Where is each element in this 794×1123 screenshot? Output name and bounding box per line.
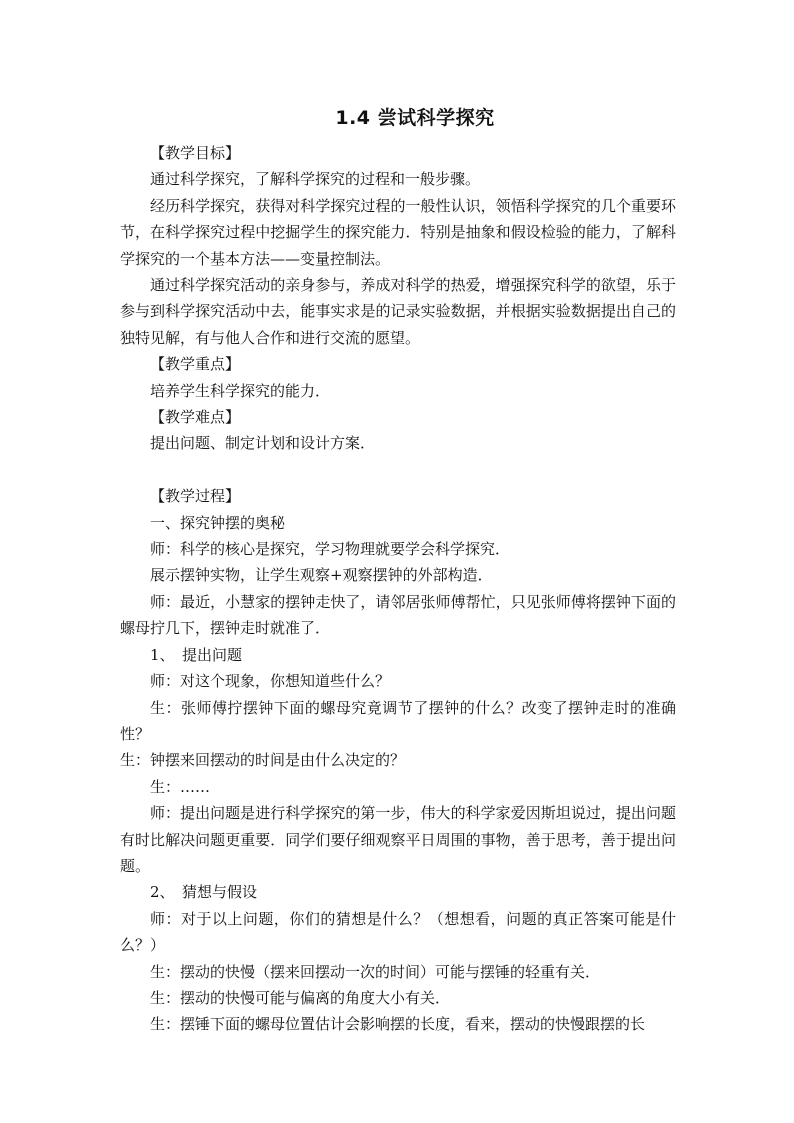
paragraph: 师：提出问题是进行科学探究的第一步，伟大的科学家爱因斯坦说过，提出问题有时比解决问题更重要．同学们要仔细观察平日周围的事物，善于思考，善于提出问题。 <box>120 804 676 875</box>
section-heading: 【教学目标】 <box>150 144 241 162</box>
paragraph: 经历科学探究，获得对科学探究过程的一般性认识，领悟科学探究的几个重要环节，在科学探究过程中挖掘学生的探究能力．特别是抽象和假设检验的能力，了解科学探究的一个基本方法——变量控制法。 <box>120 196 676 268</box>
paragraph: 师：科学的核心是探究，学习物理就要学会科学探究． <box>150 540 511 559</box>
paragraph: 生：摆动的快慢（摆来回摆动一次的时间）可能与摆锤的轻重有关． <box>150 962 601 981</box>
section-heading: 【教学难点】 <box>150 408 241 427</box>
paragraph: 师：对于以上问题，你们的猜想是什么？（想想看，问题的真正答案可能是什么？） <box>120 909 676 955</box>
document-title: 1.4 尝试科学探究 <box>335 107 495 129</box>
paragraph: 展示摆钟实物，让学生观察+观察摆钟的外部构造． <box>150 566 493 585</box>
section-heading: 【教学重点】 <box>150 355 241 374</box>
blank-line <box>120 457 676 483</box>
paragraph: 生：张师傅拧摆钟下面的螺母究竟调节了摆钟的什么？改变了摆钟走时的准确性？ <box>120 698 676 743</box>
paragraph: 通过科学探究，了解科学探究的过程和一般步骤。 <box>150 170 481 189</box>
paragraph: 提出问题、制定计划和设计方案． <box>150 434 376 453</box>
paragraph: 培养学生科学探究的能力． <box>150 381 331 400</box>
paragraph: 2、 猜想与假设 <box>150 883 258 902</box>
paragraph: 师：对这个现象，你想知道些什么？ <box>150 672 391 691</box>
paragraph: 生：摆动的快慢可能与偏离的角度大小有关． <box>150 988 451 1007</box>
paragraph: 生：钟摆来回摆动的时间是由什么决定的？ <box>120 751 406 770</box>
paragraph: 1、 提出问题 <box>150 645 243 664</box>
paragraph: 一、探究钟摆的奥秘 <box>150 513 286 532</box>
document-body <box>120 140 676 1038</box>
section-heading: 【教学过程】 <box>150 487 241 506</box>
paragraph: 生：…… <box>150 777 211 796</box>
paragraph: 生：摆锤下面的螺母位置估计会影响摆的长度，看来，摆动的快慢跟摆的长 <box>150 1015 646 1034</box>
paragraph: 师：最近，小慧家的摆钟走快了，请邻居张师傅帮忙，只见张师傅将摆钟下面的螺母拧几下，摆钟走时就准了． <box>120 592 676 638</box>
paragraph: 通过科学探究活动的亲身参与，养成对科学的热爱，增强探究科学的欲望，乐于参与到科学探究活动中去，能事实求是的记录实验数据，并根据实验数据提出自己的独特见解，有与他人合作和进行交流的愿望。 <box>120 276 676 347</box>
